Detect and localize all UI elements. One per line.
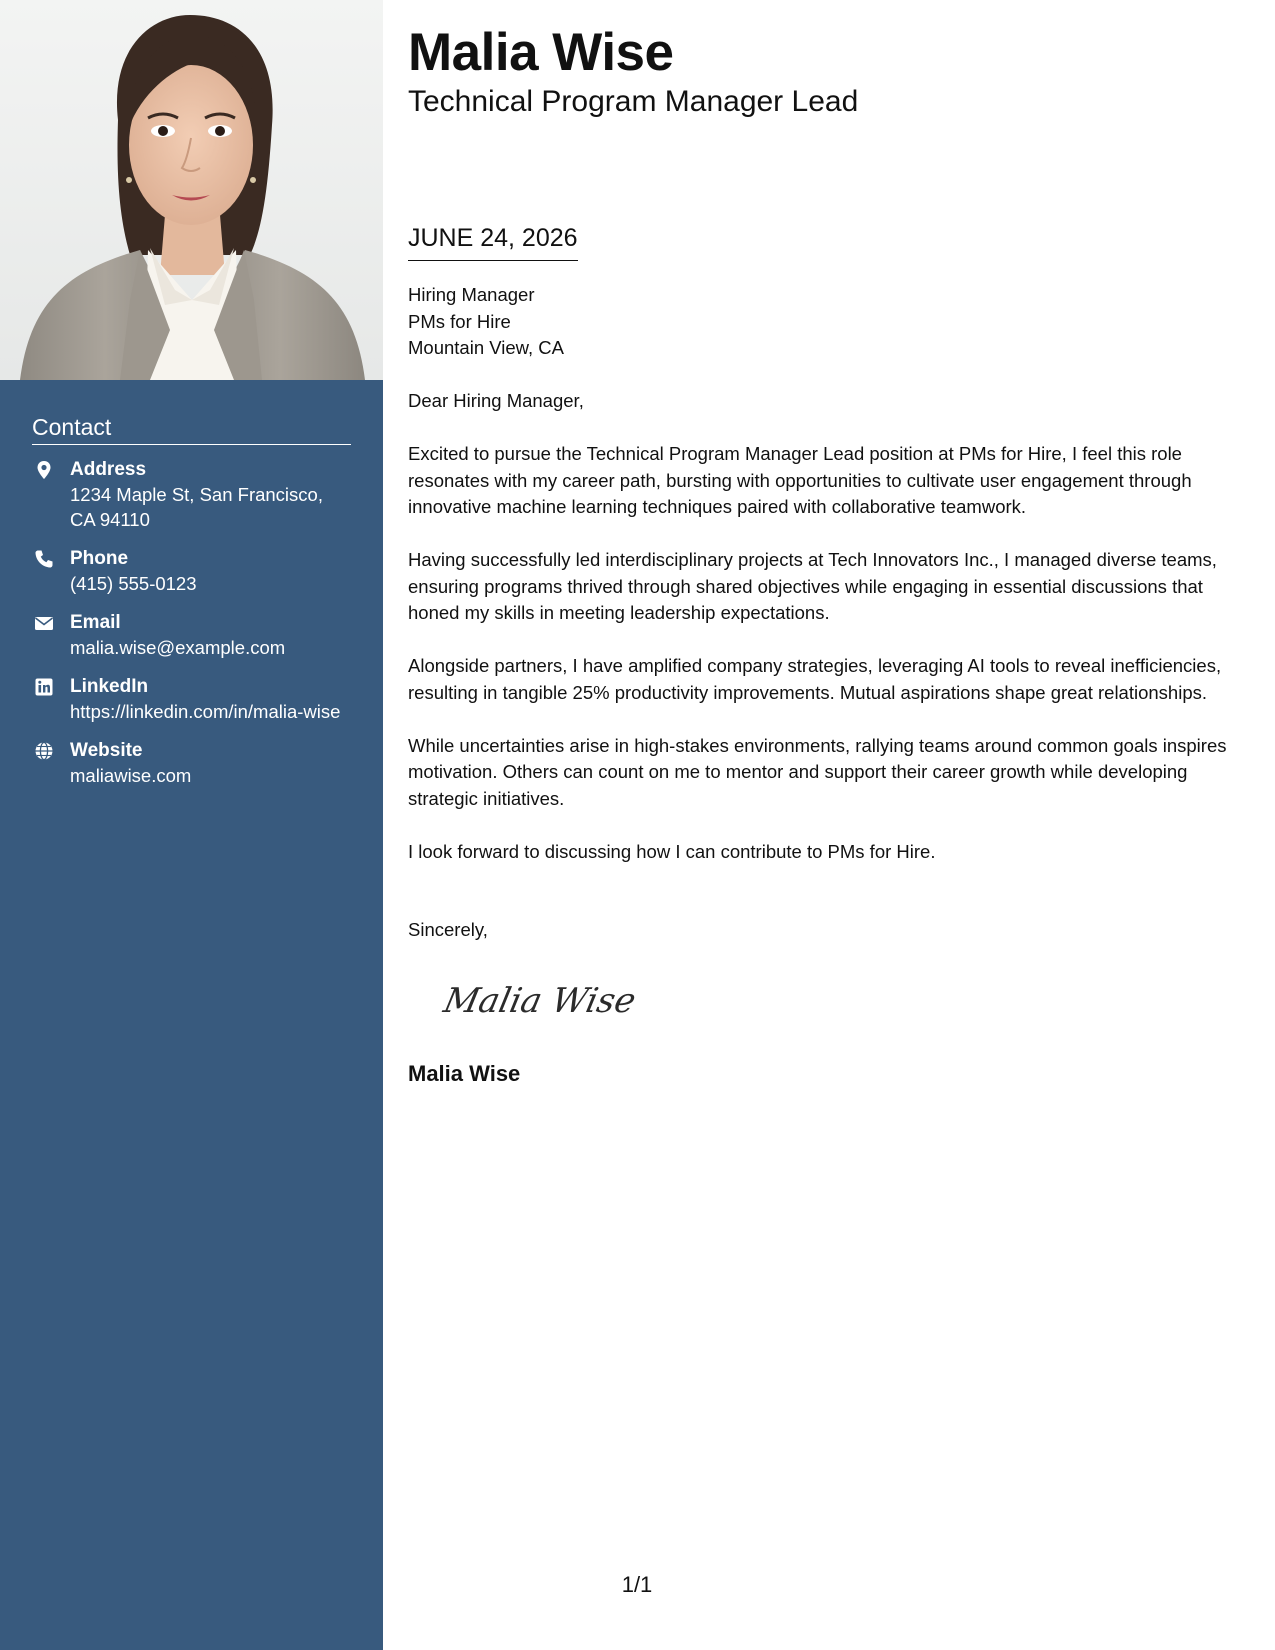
contact-linkedin bbox=[32, 674, 351, 724]
website-value[interactable]: maliawise.com bbox=[70, 765, 192, 786]
recipient-title: Hiring Manager bbox=[408, 284, 535, 305]
body-paragraph: While uncertainties arise in high-stakes environments, rallying teams around common goals inspires motivation. Others can count on me to mentor and support their career growth while developing strategic initiatives. bbox=[408, 734, 1227, 809]
map-pin-icon bbox=[34, 460, 54, 480]
page-number: 1/1 bbox=[621, 1572, 653, 1597]
contact-email bbox=[32, 610, 351, 660]
email-value[interactable]: malia.wise@example.com bbox=[70, 637, 286, 658]
body-paragraph: I look forward to discussing how I can contribute to PMs for Hire. bbox=[408, 840, 936, 862]
body-paragraph: Having successfully led interdisciplinary projects at Tech Innovators Inc., I managed diverse teams, ensuring programs thrived through shared objectives while engaging in essential discussions that honed my skills in meeting leadership expectations. bbox=[408, 549, 1217, 623]
linkedin-value[interactable]: https://linkedin.com/in/malia-wise bbox=[70, 701, 341, 722]
recipient-company: PMs for Hire bbox=[408, 310, 511, 332]
sidebar bbox=[0, 0, 383, 1650]
phone-label: Phone bbox=[70, 548, 129, 569]
contact-section bbox=[32, 412, 351, 802]
body-paragraph: Alongside partners, I have amplified company strategies, leveraging AI tools to reveal inefficiencies, resulting in tangible 25% productivity improvements. Mutual aspirations shape great relationships. bbox=[408, 655, 1222, 703]
recipient-location: Mountain View, CA bbox=[408, 337, 564, 358]
contact-phone bbox=[32, 546, 351, 596]
email-label: Email bbox=[70, 612, 121, 633]
globe-icon bbox=[34, 741, 54, 761]
letter-date: JUNE 24, 2026 bbox=[408, 221, 578, 261]
recipient-block bbox=[408, 282, 564, 362]
letter-body bbox=[408, 388, 1248, 892]
contact-address bbox=[32, 457, 351, 532]
linkedin-icon bbox=[34, 677, 54, 697]
address-value: 1234 Maple St, San Francisco, CA 94110 bbox=[70, 484, 323, 530]
address-label: Address bbox=[70, 459, 147, 480]
envelope-icon bbox=[34, 613, 54, 633]
closing: Sincerely, bbox=[408, 919, 488, 940]
profile-photo bbox=[0, 0, 383, 380]
phone-icon bbox=[34, 549, 54, 569]
salutation: Dear Hiring Manager, bbox=[408, 390, 584, 411]
body-paragraph: Excited to pursue the Technical Program Manager Lead position at PMs for Hire, I feel this role resonates with my career path, bursting with opportunities to cultivate user engagement through innovative machine learning techniques paired with collaborative teamwork. bbox=[408, 443, 1192, 517]
contact-heading: Contact bbox=[32, 412, 351, 445]
applicant-job-title: Technical Program Manager Lead bbox=[408, 85, 859, 118]
website-label: Website bbox=[70, 740, 143, 761]
handwritten-signature bbox=[438, 970, 648, 1030]
contact-website bbox=[32, 738, 351, 788]
phone-value: (415) 555-0123 bbox=[70, 573, 197, 594]
linkedin-label: LinkedIn bbox=[70, 676, 149, 697]
signed-name: Malia Wise bbox=[408, 1061, 521, 1086]
applicant-name: Malia Wise bbox=[408, 23, 674, 82]
signature-text: Malia Wise bbox=[440, 981, 640, 1021]
